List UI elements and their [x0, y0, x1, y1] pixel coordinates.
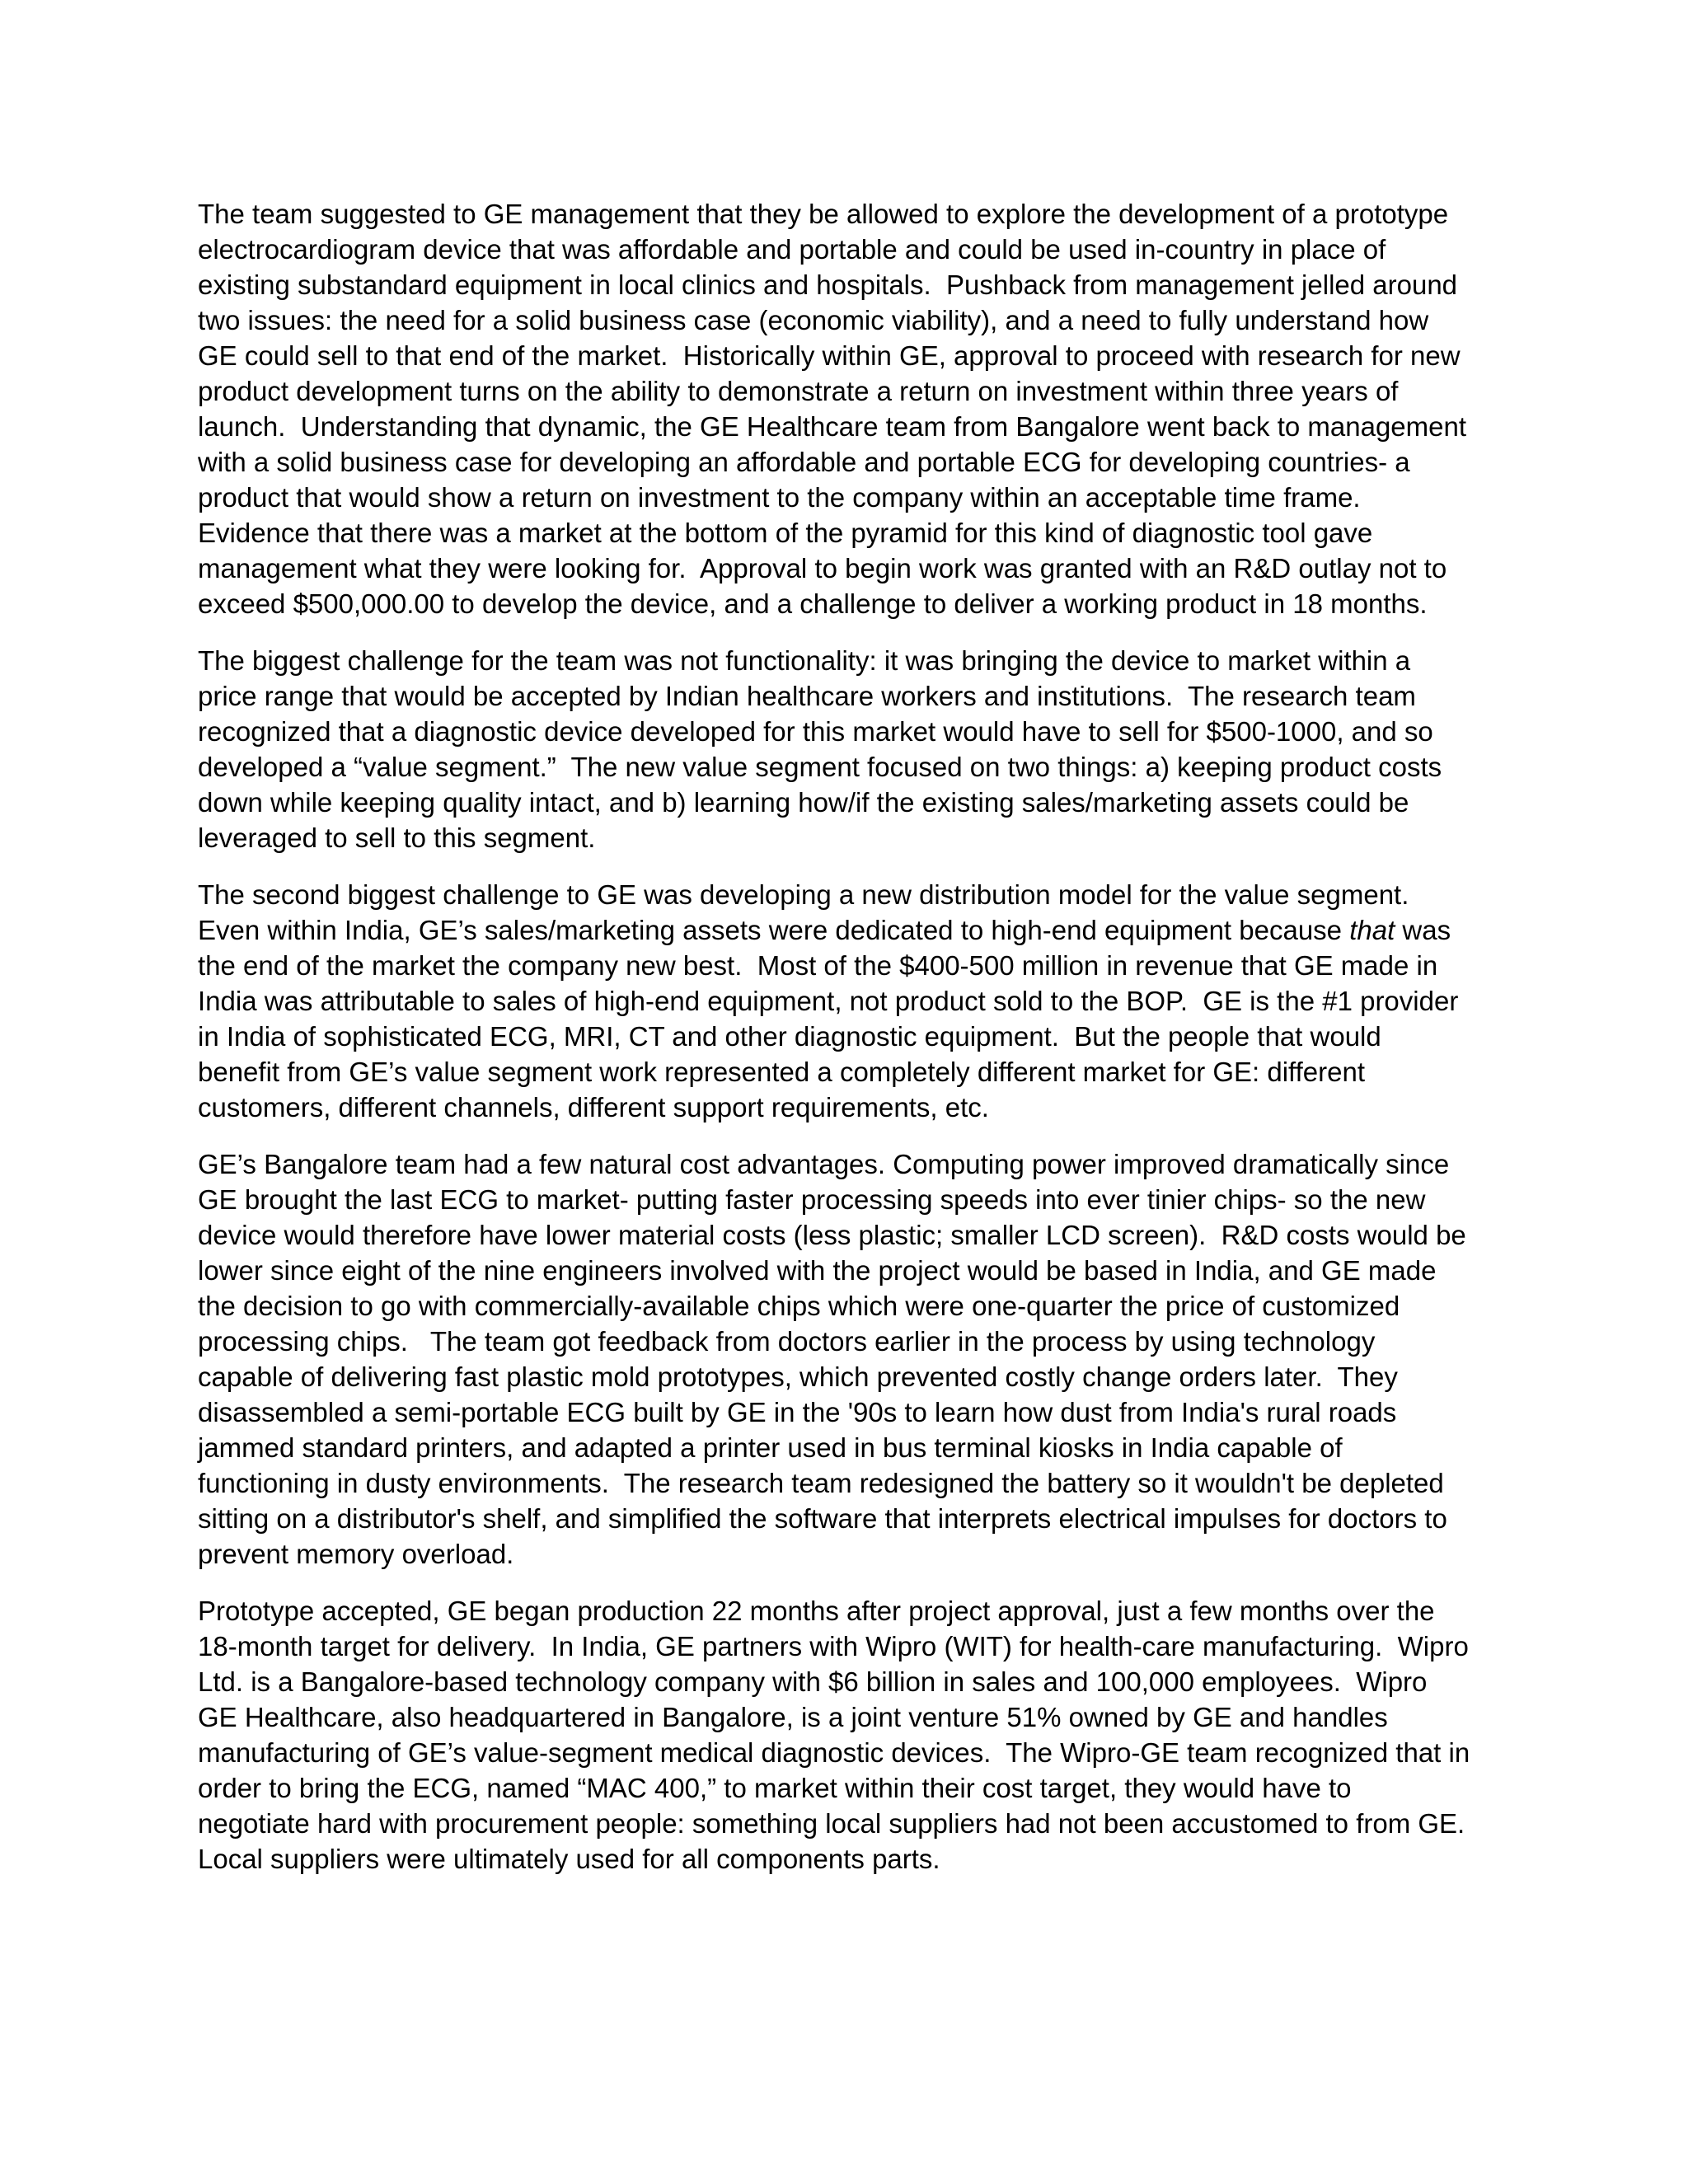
- text-line: The team suggested to GE management that they be allowed to explore the development of a prototype: [198, 199, 1449, 229]
- text-line: product that would show a return on investment to the company within an acceptable time frame.: [198, 482, 1361, 513]
- text-line: GE’s Bangalore team had a few natural cost advantages. Computing power improved dramatically since: [198, 1149, 1450, 1179]
- text-line: customers, different channels, different support requirements, etc.: [198, 1092, 989, 1122]
- text-line: The second biggest challenge to GE was developing a new distribution model for the value segment.: [198, 879, 1409, 910]
- text-line: India was attributable to sales of high-end equipment, not product sold to the BOP. GE is the #1 provider: [198, 986, 1459, 1016]
- text-line: with a solid business case for developing an affordable and portable ECG for developing countries- a: [198, 447, 1410, 477]
- text-line: functioning in dusty environments. The research team redesigned the battery so it wouldn't be depleted: [198, 1468, 1444, 1498]
- text-line: GE brought the last ECG to market- putting faster processing speeds into ever tinier chips- so the new: [198, 1184, 1426, 1215]
- text-segment: Even within India, GE’s sales/marketing assets were dedicated to high-end equipment because: [198, 915, 1350, 945]
- text-line: capable of delivering fast plastic mold prototypes, which prevented costly change orders later. They: [198, 1361, 1398, 1392]
- text-line: lower since eight of the nine engineers involved with the project would be based in India, and GE made: [198, 1255, 1437, 1286]
- text-line: leveraged to sell to this segment.: [198, 823, 596, 853]
- text-line: Prototype accepted, GE began production 22 months after project approval, just a few months over the: [198, 1596, 1435, 1626]
- text-line: launch. Understanding that dynamic, the GE Healthcare team from Bangalore went back to management: [198, 411, 1467, 442]
- text-line: exceed $500,000.00 to develop the device, and a challenge to deliver a working product in 18 months.: [198, 588, 1428, 619]
- text-line: electrocardiogram device that was affordable and portable and could be used in-country in place of: [198, 234, 1386, 265]
- text-line: in India of sophisticated ECG, MRI, CT and other diagnostic equipment. But the people that would: [198, 1021, 1381, 1052]
- text-line: the decision to go with commercially-available chips which were one-quarter the price of customized: [198, 1291, 1400, 1321]
- text-line: management what they were looking for. Approval to begin work was granted with an R&D outlay not to: [198, 553, 1447, 583]
- text-line: developed a “value segment.” The new value segment focused on two things: a) keeping product costs: [198, 752, 1442, 782]
- paragraph-cost-advantages: [198, 1146, 1490, 1572]
- emphasis-text: that: [1349, 915, 1395, 945]
- text-line: down while keeping quality intact, and b) learning how/if the existing sales/marketing assets could be: [198, 787, 1409, 818]
- paragraph-ecg-proposal: [198, 196, 1490, 621]
- text-line-with-emphasis: [198, 912, 1490, 948]
- text-line: prevent memory overload.: [198, 1539, 514, 1569]
- text-line: existing substandard equipment in local clinics and hospitals. Pushback from management jelled around: [198, 269, 1458, 300]
- text-line: Evidence that there was a market at the bottom of the pyramid for this kind of diagnostic tool gave: [198, 518, 1373, 548]
- text-line: two issues: the need for a solid business case (economic viability), and a need to fully understand how: [198, 305, 1429, 335]
- text-line: Ltd. is a Bangalore-based technology company with $6 billion in sales and 100,000 employees. Wipro: [198, 1666, 1428, 1697]
- paragraph-price-challenge: [198, 643, 1490, 855]
- paragraph-production-partnership: [198, 1593, 1490, 1877]
- text-line: benefit from GE’s value segment work represented a completely different market for GE: different: [198, 1057, 1366, 1087]
- text-line: device would therefore have lower material costs (less plastic; smaller LCD screen). R&D costs would be: [198, 1220, 1466, 1250]
- text-line: negotiate hard with procurement people: something local suppliers had not been accustomed to from GE.: [198, 1808, 1465, 1839]
- text-line: GE Healthcare, also headquartered in Bangalore, is a joint venture 51% owned by GE and handles: [198, 1702, 1388, 1732]
- text-line: price range that would be accepted by Indian healthcare workers and institutions. The research team: [198, 681, 1416, 711]
- text-line: 18-month target for delivery. In India, GE partners with Wipro (WIT) for health-care manufacturing. Wipro: [198, 1631, 1469, 1661]
- text-line: product development turns on the ability to demonstrate a return on investment within three years of: [198, 376, 1399, 406]
- text-line: the end of the market the company new best. Most of the $400-500 million in revenue that GE made in: [198, 950, 1438, 981]
- text-line: The biggest challenge for the team was not functionality: it was bringing the device to market within a: [198, 645, 1411, 676]
- paragraph-distribution-model: [198, 877, 1490, 1125]
- text-line: Local suppliers were ultimately used for all components parts.: [198, 1844, 940, 1874]
- text-segment: was: [1395, 915, 1451, 945]
- document-body: [198, 196, 1490, 1898]
- text-line: disassembled a semi-portable ECG built by GE in the '90s to learn how dust from India's rural roads: [198, 1397, 1397, 1427]
- text-line: recognized that a diagnostic device developed for this market would have to sell for $500-1000, and so: [198, 716, 1433, 747]
- text-line: manufacturing of GE’s value-segment medical diagnostic devices. The Wipro-GE team recognized that in: [198, 1737, 1470, 1768]
- text-line: order to bring the ECG, named “MAC 400,” to market within their cost target, they would have to: [198, 1773, 1352, 1803]
- text-line: sitting on a distributor's shelf, and simplified the software that interprets electrical impulses for doctors to: [198, 1503, 1447, 1534]
- text-line: GE could sell to that end of the market. Historically within GE, approval to proceed with research for new: [198, 340, 1461, 371]
- text-line: processing chips. The team got feedback from doctors earlier in the process by using technology: [198, 1326, 1376, 1357]
- text-line: jammed standard printers, and adapted a printer used in bus terminal kiosks in India capable of: [198, 1432, 1343, 1463]
